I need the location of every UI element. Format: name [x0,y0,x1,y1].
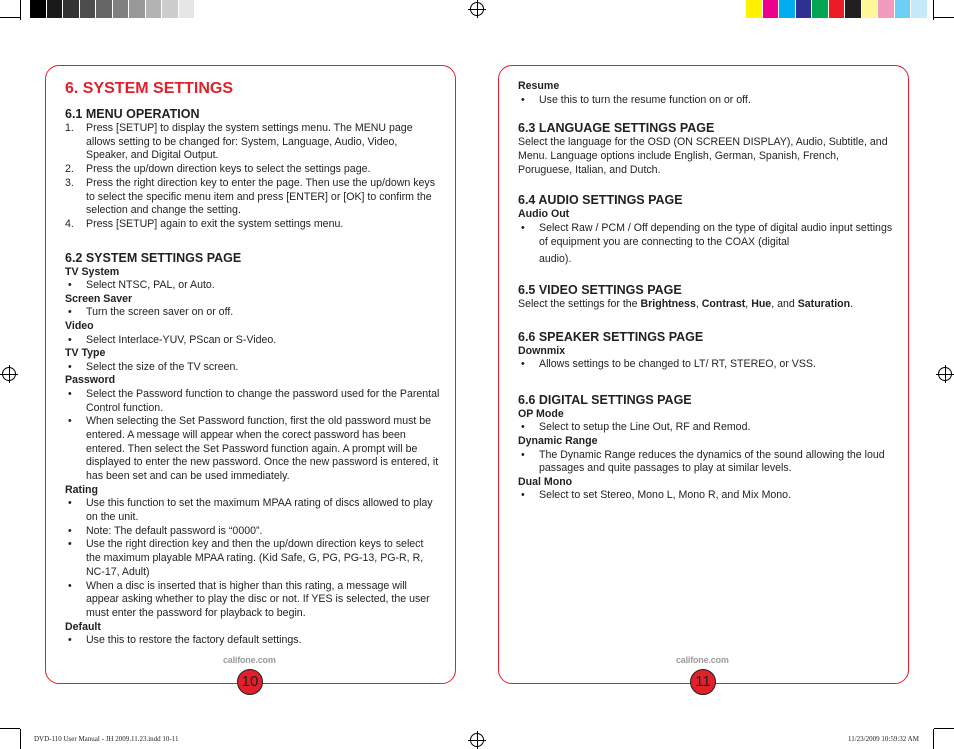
date-slug: 11/23/2009 10:59:32 AM [848,735,919,743]
color-swatch [845,0,862,18]
color-swatch [129,0,146,18]
color-swatch [763,0,780,18]
crop-mark [20,0,21,20]
color-swatch [796,0,813,18]
left-page-content [65,79,440,648]
website-footer: califone.com [223,655,276,665]
list-item: • Allows settings to be changed to LT/ RT, STEREO, or VSS. [521,358,816,371]
language-text: Select the language for the OSD (ON SCREEN DISPLAY), Audio, Subtitle, and Menu. Language options include English, German, Spanish, French, Poruguese, Italian, and Dutch. [518,136,888,176]
list-item: • Turn the screen saver on or off. [68,306,234,319]
tv-system-list [65,279,440,293]
list-item: • Use the right direction key and then the up/down direction keys to select the maximum playable MPAA rating. (Kid Safe, G, PG, PG-13, PG-R, R, NC-17, Adult) [68,538,424,578]
resume-list [518,94,893,108]
list-item: • The Dynamic Range reduces the dynamics of the sound allowing the loud passages and quite passages to play at similar levels. [521,448,885,475]
list-item: • Select NTSC, PAL, or Auto. [68,279,215,292]
menu-steps-list [65,122,440,232]
list-item: • Select the size of the TV screen. [68,360,239,373]
audio-out-list [518,222,893,267]
menu-operation-heading: 6.1 MENU OPERATION [65,107,200,121]
system-settings-heading: 6.2 SYSTEM SETTINGS PAGE [65,250,242,265]
page-number: 10 [237,669,263,695]
registration-mark-icon [470,733,484,747]
dual-mono-label: Dual Mono [518,475,573,488]
crop-mark [20,729,21,749]
default-label: Default [65,620,101,633]
dynamic-range-label: Dynamic Range [518,435,598,448]
language-settings-heading: 6.3 LANGUAGE SETTINGS PAGE [518,121,715,136]
op-mode-list [518,421,893,435]
list-item: 3. Press the right direction key to enter the page. Then use the up/down keys to select the specific menu item and press [ENTER] or [OK] to confirm the selection and change the setting. [65,176,436,217]
dynamic-range-list [518,449,893,476]
page-number: 11 [690,669,716,695]
list-item: • When a disc is inserted that is higher than this rating, a message will appear asking whether to play the disc or not. If YES is selected, the user must enter the password for playback to begin. [68,579,430,619]
color-swatch [862,0,879,18]
audio-settings-heading: 6.4 AUDIO SETTINGS PAGE [518,193,683,208]
video-settings-heading: 6.5 VIDEO SETTINGS PAGE [518,282,682,297]
list-item: • Use this to turn the resume function on or off. [521,93,751,106]
video-label: Video [65,320,94,333]
color-swatch [746,0,763,18]
color-swatch [113,0,130,18]
crop-mark [0,17,20,18]
password-label: Password [65,374,116,387]
crop-mark [0,728,20,729]
default-list [65,634,440,648]
color-swatch [911,0,928,18]
password-list [65,388,440,484]
downmix-label: Downmix [518,344,566,357]
registration-mark-icon [470,2,484,16]
color-swatch [878,0,895,18]
crop-mark [933,729,934,749]
list-item: • Select the Password function to change the password used for the Parental Control function. [68,387,440,414]
list-item: 2. Press the up/down direction keys to select the settings page. [65,163,371,176]
list-item: • When selecting the Set Password function, first the old password must be entered. A message will appear when the corect password has been entered. Then select the Set Password function again. A prompt will be displayed to enter the new password. Once the new password is entered, it has been set and can be used immediately. [68,415,439,483]
video-list [65,334,440,348]
video-text: Select the settings for the Brightness, Contrast, Hue, and Saturation. [518,297,854,310]
list-item: • Select to setup the Line Out, RF and Remod. [521,421,751,434]
color-swatch [96,0,113,18]
digital-settings-heading: 6.6 DIGITAL SETTINGS PAGE [518,392,692,407]
crop-mark [934,17,954,18]
list-item: • Use this to restore the factory default settings. [68,634,302,647]
process-color-bar [746,0,928,18]
registration-mark-icon [938,367,952,381]
color-swatch [47,0,64,18]
color-swatch [80,0,97,18]
crop-mark [933,0,934,20]
page-title: 6. SYSTEM SETTINGS [65,80,234,97]
list-item: • Select Interlace-YUV, PScan or S-Video. [68,333,277,346]
list-item: • Note: The default password is “0000”. [68,524,263,537]
color-swatch [146,0,163,18]
dual-mono-list [518,489,893,503]
list-item: • Select to set Stereo, Mono L, Mono R, and Mix Mono. [521,489,792,502]
list-item: 4. Press [SETUP] again to exit the system settings menu. [65,217,344,230]
list-item: • Select Raw / PCM / Off depending on the type of digital audio input settings of equipment you are connecting to the COAX (digital audio). [521,221,893,266]
color-swatch [895,0,912,18]
rating-list [65,497,440,620]
color-swatch [179,0,196,18]
color-swatch [63,0,80,18]
op-mode-label: OP Mode [518,407,564,420]
tv-type-list [65,361,440,375]
color-swatch [30,0,47,18]
registration-mark-icon [2,367,16,381]
audio-out-label: Audio Out [518,208,570,221]
color-swatch [829,0,846,18]
list-item: • Use this function to set the maximum MPAA rating of discs allowed to play on the unit. [68,497,433,524]
rating-label: Rating [65,483,98,496]
website-footer: califone.com [676,655,729,665]
screen-saver-label: Screen Saver [65,292,133,305]
crop-mark [934,728,954,729]
tv-system-label: TV System [65,265,120,278]
color-swatch [162,0,179,18]
grayscale-color-bar [30,0,212,18]
resume-label: Resume [518,80,560,92]
right-page-content [518,80,893,503]
tv-type-label: TV Type [65,347,106,360]
list-item: 1. Press [SETUP] to display the system settings menu. The MENU page allows setting to be changed for: System, Language, Audio, Video, Speaker, and Digital Output. [65,122,413,162]
color-swatch [195,0,212,18]
file-slug: DVD-110 User Manual - JH 2009.11.23.indd 10-11 [34,735,179,743]
screen-saver-list [65,306,440,320]
speaker-settings-heading: 6.6 SPEAKER SETTINGS PAGE [518,329,704,344]
color-swatch [812,0,829,18]
color-swatch [779,0,796,18]
downmix-list [518,358,893,372]
